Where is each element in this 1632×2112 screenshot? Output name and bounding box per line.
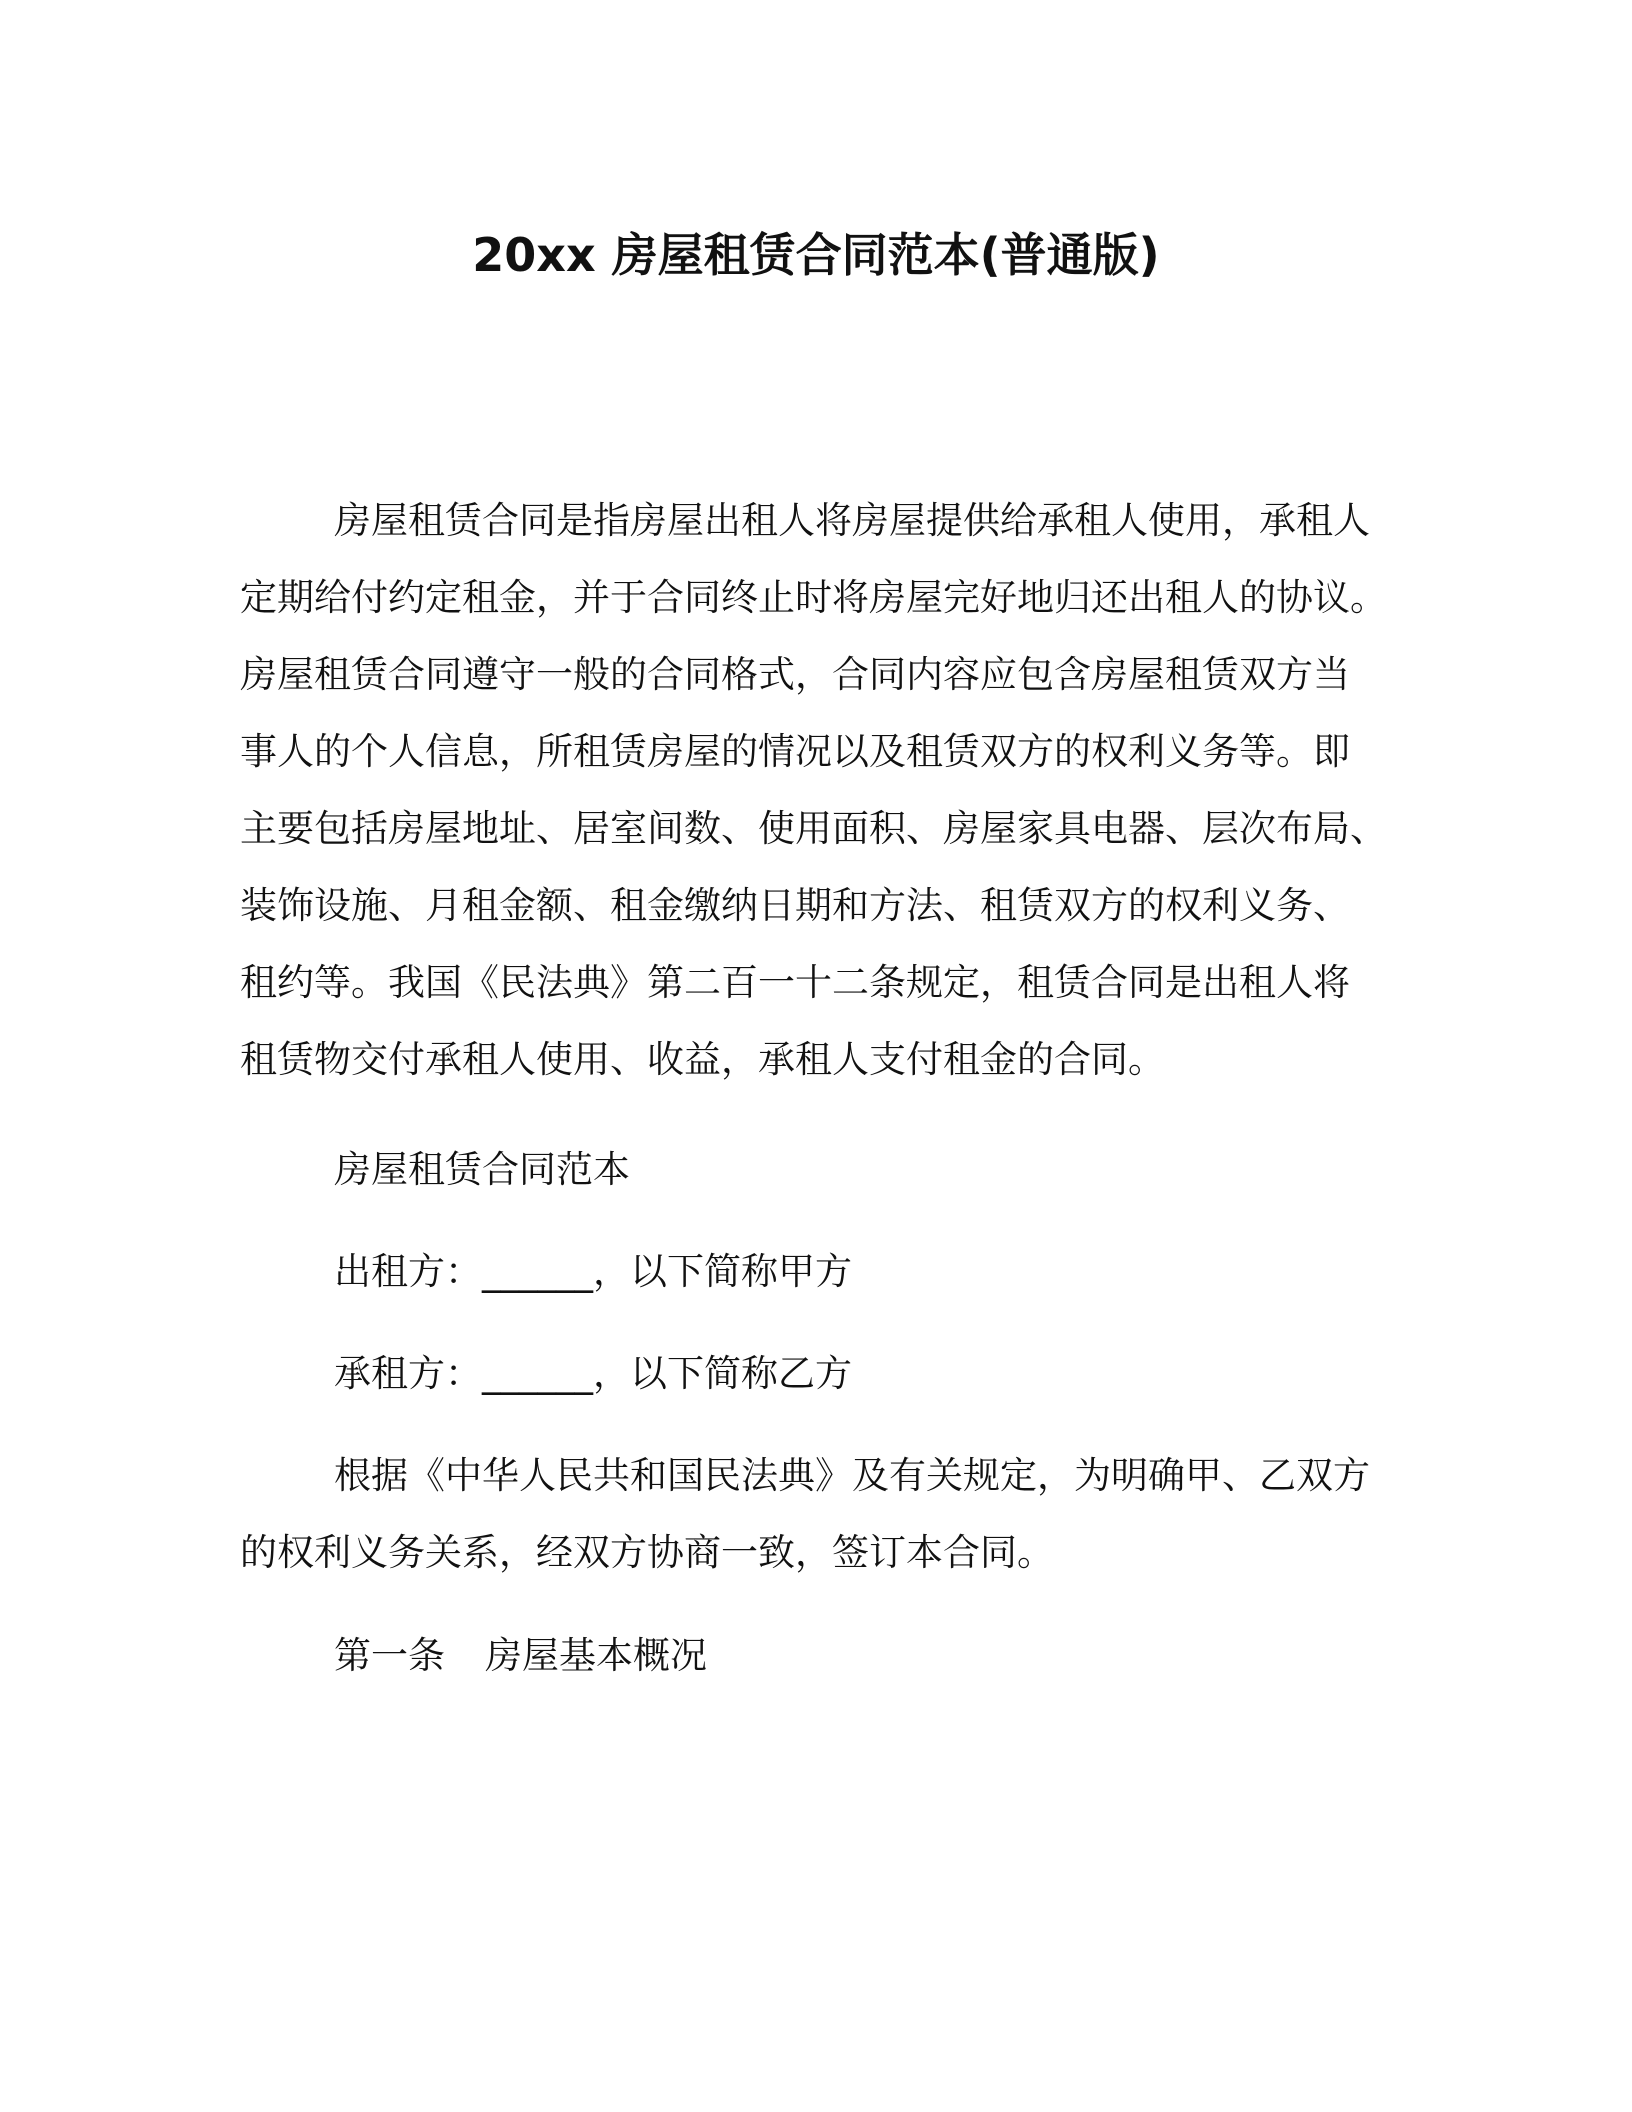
intro-line: 事人的个人信息，所租赁房屋的情况以及租赁双方的权利义务等。即 [240,730,1350,773]
basis-paragraph [240,1437,1390,1591]
intro-line: 租约等。我国《民法典》第二百一十二条规定，租赁合同是出租人将 [240,961,1350,1004]
intro-line: 装饰设施、月租金额、租金缴纳日期和方法、租赁双方的权利义务、 [240,884,1350,927]
document-title: 20xx 房屋租赁合同范本(普通版) [472,228,1160,282]
basis-line: 的权利义务关系，经双方协商一致，签订本合同。 [240,1531,1054,1574]
template-heading: 房屋租赁合同范本 [334,1148,630,1191]
intro-line: 主要包括房屋地址、居室间数、使用面积、房屋家具电器、层次布局、 [240,807,1387,850]
intro-line: 房屋租赁合同遵守一般的合同格式，合同内容应包含房屋租赁双方当 [240,653,1350,696]
article-number: 第一条 [334,1634,445,1677]
intro-line: 房屋租赁合同是指房屋出租人将房屋提供给承租人使用，承租人 [334,499,1370,542]
intro-paragraph [240,482,1390,1098]
intro-line: 租赁物交付承租人使用、收益，承租人支付租金的合同。 [240,1038,1165,1081]
article-one-heading [240,1617,1390,1694]
basis-line: 根据《中华人民共和国民法典》及有关规定，为明确甲、乙双方 [334,1454,1370,1497]
lessee-line: 承租方：______，以下简称乙方 [334,1352,852,1395]
article-title: 房屋基本概况 [485,1634,707,1677]
intro-line: 定期给付约定租金，并于合同终止时将房屋完好地归还出租人的协议。 [240,576,1387,619]
lessor-line: 出租方：______，以下简称甲方 [334,1250,852,1293]
